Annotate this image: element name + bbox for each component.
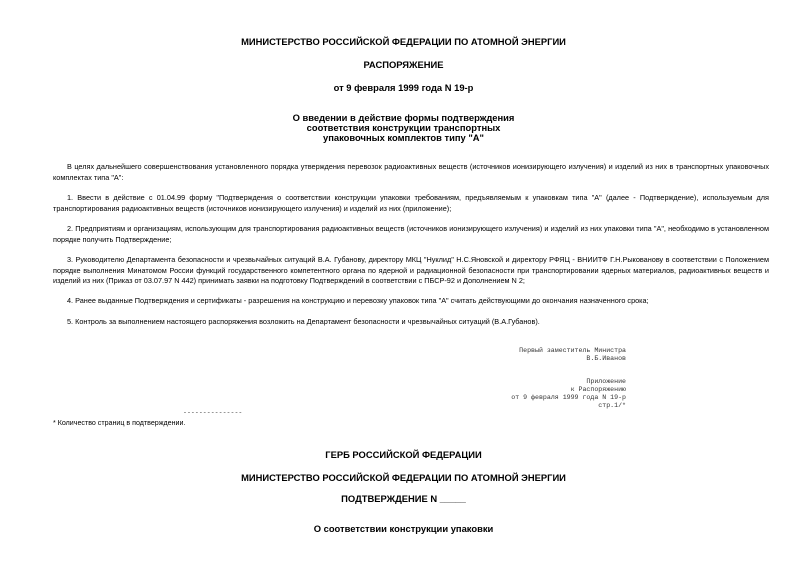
paragraph-item-5: 5. Контроль за выполнением настоящего распоряжения возложить на Департамент безопасности и чрезвычайных ситуаций (В.А.Губанов). bbox=[67, 317, 540, 326]
footnote-rule: --------------- bbox=[183, 409, 243, 416]
appendix-ministry-heading: МИНИСТЕРСТВО РОССИЙСКОЙ ФЕДЕРАЦИИ ПО АТОМНОЙ ЭНЕРГИИ bbox=[241, 472, 566, 483]
paragraph-item-2: 2. Предприятиям и организациям, использующим для транспортирования радиоактивных веществ (источников ионизирующего излучения) и изделий из них упаковки типа "А", необходимо в установленном порядке получить Подтверждение; bbox=[53, 224, 769, 244]
confirmation-subject: О соответствии конструкции упаковки bbox=[313, 523, 494, 534]
ministry-heading: МИНИСТЕРСТВО РОССИЙСКОЙ ФЕДЕРАЦИИ ПО АТОМНОЙ ЭНЕРГИИ bbox=[241, 36, 566, 47]
appendix-page-count: стр.1/* bbox=[598, 402, 626, 409]
footnote-text: * Количество страниц в подтверждении. bbox=[53, 419, 186, 427]
paragraph-item-3: 3. Руководителю Департамента безопасности и чрезвычайных ситуаций В.А. Губанову, директору МКЦ "Нуклид" Н.С.Яновской и директору РФЯЦ - ВНИИТФ Г.Н.Рыкованову в соответствии с Положением порядке выполнения Минатомом России функций государственного компетентного органа по ядерной и радиационной безопасности при транспортировании ядерных материалов, радиоактивных веществ и изделий из них (Приказ от 03.07.97 N 442) принимать заявки на подготовку Подтверждений в соответствии с ПБСР-92 и Дополнением N 2; bbox=[53, 255, 769, 285]
paragraph-item-1: 1. Ввести в действие с 01.04.99 форму "Подтверждения о соответствии конструкции упаковки требованиям, предъявляемым к упаковкам типа "А" (далее - Подтверждение), используемым для транспортирования радиоактивных веществ (источников ионизирующего излучения) и изделий из них (приложение); bbox=[53, 193, 769, 213]
confirmation-number: ПОДТВЕРЖДЕНИЕ N _____ bbox=[341, 493, 466, 504]
document-title-line-2: соответствия конструкции транспортных bbox=[306, 122, 501, 133]
emblem-heading: ГЕРБ РОССИЙСКОЙ ФЕДЕРАЦИИ bbox=[325, 449, 482, 460]
signature-name: В.Б.Иванов bbox=[586, 355, 626, 362]
appendix-order-date: от 9 февраля 1999 года N 19-р bbox=[511, 394, 626, 401]
document-date-number: от 9 февраля 1999 года N 19-р bbox=[333, 82, 474, 93]
appendix-label: Приложение bbox=[586, 378, 626, 385]
paragraph-preamble: В целях дальнейшего совершенствования установленного порядка утверждения перевозок радиоактивных веществ (источников ионизирующего излучения) и изделий из них в транспортных упаковочных комплектах типа "А": bbox=[53, 162, 769, 182]
document-title-line-1: О введении в действие формы подтверждения bbox=[292, 112, 515, 123]
document-type: РАСПОРЯЖЕНИЕ bbox=[363, 59, 444, 70]
document-title-line-3: упаковочных комплектов типу "А" bbox=[322, 132, 484, 143]
signature-position: Первый заместитель Министра bbox=[519, 347, 626, 354]
paragraph-item-4: 4. Ранее выданные Подтверждения и сертификаты - разрешения на конструкцию и перевозку упаковок типа "А" считать действующими до окончания назначенного срока; bbox=[67, 296, 649, 305]
appendix-order-ref: к Распоряжению bbox=[570, 386, 626, 393]
